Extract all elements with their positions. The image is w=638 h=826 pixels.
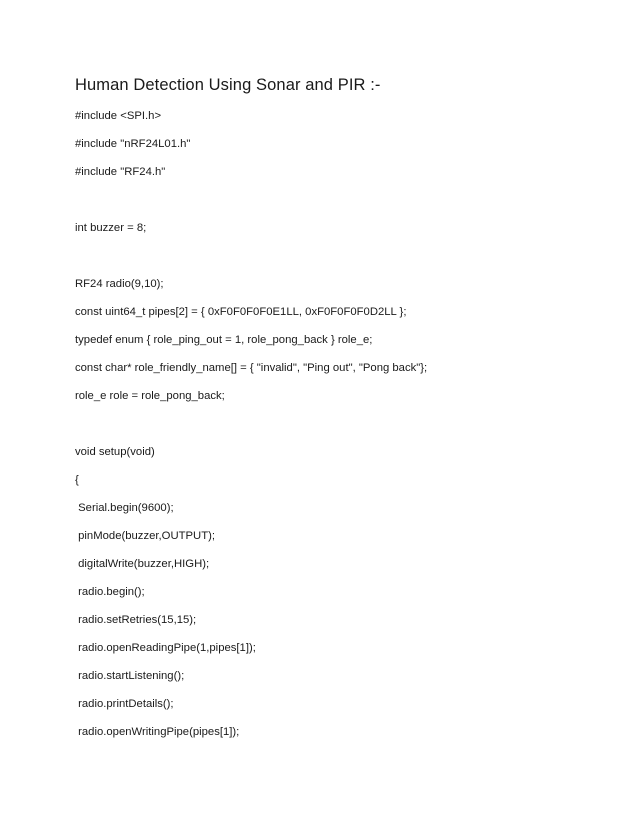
code-line: void setup(void): [75, 446, 155, 458]
document-title: Human Detection Using Sonar and PIR :-: [75, 76, 381, 94]
code-line: radio.startListening();: [75, 670, 185, 682]
code-line: #include "RF24.h": [75, 166, 166, 178]
code-line: role_e role = role_pong_back;: [75, 390, 225, 402]
code-line: radio.printDetails();: [75, 698, 174, 710]
code-line: Serial.begin(9600);: [75, 502, 174, 514]
code-line: #include "nRF24L01.h": [75, 138, 191, 150]
code-line: int buzzer = 8;: [75, 222, 147, 234]
code-line: const uint64_t pipes[2] = { 0xF0F0F0F0E1LL, 0xF0F0F0F0D2LL };: [75, 306, 407, 318]
code-line: {: [75, 474, 79, 486]
code-line: digitalWrite(buzzer,HIGH);: [75, 558, 210, 570]
code-line: radio.begin();: [75, 586, 145, 598]
code-line: #include <SPI.h>: [75, 110, 162, 122]
code-line: RF24 radio(9,10);: [75, 278, 164, 290]
code-line: radio.openReadingPipe(1,pipes[1]);: [75, 642, 256, 654]
code-line: radio.setRetries(15,15);: [75, 614, 197, 626]
code-line: typedef enum { role_ping_out = 1, role_pong_back } role_e;: [75, 334, 373, 346]
code-line: pinMode(buzzer,OUTPUT);: [75, 530, 215, 542]
code-line: radio.openWritingPipe(pipes[1]);: [75, 726, 240, 738]
code-line: const char* role_friendly_name[] = { "invalid", "Ping out", "Pong back"};: [75, 362, 428, 374]
